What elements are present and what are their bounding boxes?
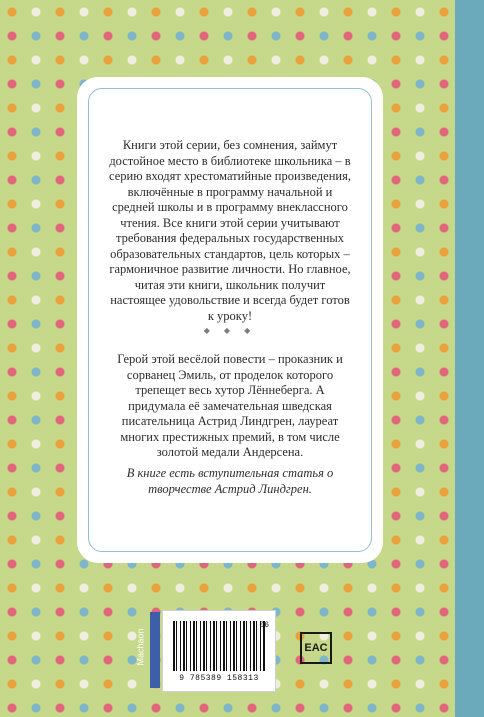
eac-mark: EAC [300,632,332,664]
barcode [162,610,276,692]
price-code: 06 [259,621,269,630]
book-description: Герой этой весёлой повести – проказник и сорванец Эмиль, от проделок которого трепещет весь хутор Лённеберга. А придумала её замечательная шведская писательница Астрид Линдгрен, лауреат многих престижных премий, в том числе золотой медали Андерсена. [117,352,343,459]
publisher-logo [135,612,160,688]
ornament-divider: ◆ ◆ ◆ [203,326,257,335]
publisher-name: Machaon [135,628,146,666]
series-description: Книги этой серии, без сомнения, займут достойное место в библиотеке школьника – в серию входят хрестоматийные произведения, включённые в программу начальной и средней школы и в программу внеклассного чтения. Все книги этой серии учитывают требования федеральных государственных образовательных стандартов, цель которых – гармоничное развитие личности. Но главное, читая эти книги, школьник получит настоящее удовольствие и всегда будет готов к уроку! [109,138,351,323]
intro-note: В книге есть вступительная статья о творчестве Астрид Линдгрен. [126,466,334,496]
barcode-bars [173,621,265,671]
text-panel [80,80,380,560]
isbn-number: 9 785389 158313 [179,674,259,683]
spine-strip [455,0,484,717]
